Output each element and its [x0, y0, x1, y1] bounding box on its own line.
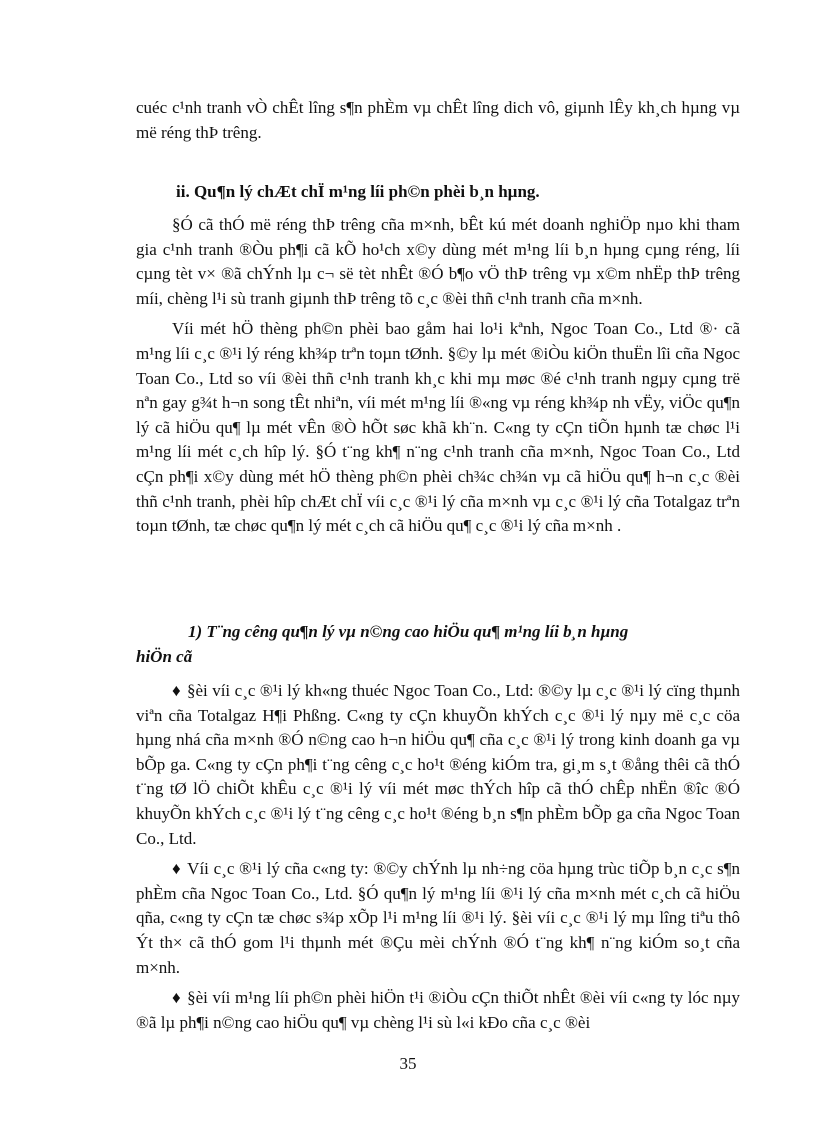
paragraph-external-agents: [136, 679, 740, 851]
subsection-heading-1: [136, 620, 740, 669]
intro-paragraph-block: [136, 96, 740, 145]
subsection-1-body: [136, 679, 740, 1035]
diamond-bullet-icon: ♦: [172, 859, 182, 879]
section-ii-body: [136, 213, 740, 539]
paragraph-distribution-system: Víi mét hÖ thèng ph©n phèi bao gåm hai lo¹i kªnh, Ngoc Toan Co., Ltd ®· cã m¹ng líi c¸c ®¹i lý réng kh¾p trªn toµn tØnh. §©y lµ mét ®iÒu kiÖn thuËn lîi cña Ngoc Toan Co., Ltd so víi ®èi thñ c¹nh tranh kh¸c khi mµ møc ®é c¹nh tranh ngµy cµng trë nªn gay g¾t h¬n song tÊt nhiªn, víi mét m¹ng líi ®«ng vµ réng kh¾p nh vËy, viÖc qu¶n lý cã hiÖu qu¶ lµ mét vÊn ®Ò hÕt søc khã kh¨n. C«ng ty cÇn tiÕn hµnh tæ chøc l¹i m¹ng líi mét c¸ch hîp lý. §Ó t¨ng kh¶ n¨ng c¹nh tranh cña m×nh, Ngoc Toan Co., Ltd cÇn ph¶i x©y dùng mét hÖ thèng ph©n phèi ch¾c ch¾n vµ cã hiÖu qu¶ h¬n c¸c ®èi thñ c¹nh tranh, phèi hîp chÆt chÏ víi c¸c ®¹i lý cña m×nh vµ c¸c ®¹i lý cña Totalgaz trªn toµn tØnh, tæ chøc qu¶n lý mét c¸ch cã hiÖu qu¶ c¸c ®¹i lý cña m×nh .: [136, 319, 740, 536]
paragraph-current-network-text: §èi víi m¹ng líi ph©n phèi hiÖn t¹i ®iÒu cÇn thiÕt nhÊt ®èi víi c«ng ty lóc nµy ®ã lµ ph¶i n©ng cao hiÖu qu¶ vµ chèng l¹i sù l«i kÐo cña c¸c ®èi: [136, 988, 740, 1032]
paragraph-company-agents-text: Víi c¸c ®¹i lý cña c«ng ty: ®©y chÝnh lµ nh÷ng cöa hµng trùc tiÕp b¸n c¸c s¶n phÈm cña Ngoc Toan Co., Ltd. §Ó qu¶n lý m¹ng líi ®¹i lý cña m×nh mét c¸ch cã hiÖu qña, c«ng ty cÇn tæ chøc s¾p xÕp l¹i m¹ng líi ®¹i lý. §èi víi c¸c ®¹i lý mµ lîng tiªu thô Ýt th× cã thÓ gom l¹i thµnh mét ®Çu mèi chÝnh ®Ó t¨ng kh¶ n¨ng kiÓm so¸t cña m×nh.: [136, 859, 740, 977]
intro-paragraph: cuéc c¹nh tranh vÒ chÊt lîng s¶n phÈm vµ chÊt lîng dich vô, giµnh lÊy kh¸ch hµng vµ më réng thÞ trêng.: [136, 98, 740, 142]
page-number: 35: [399, 1054, 417, 1073]
section-heading-ii: ii. Qu¶n lý chÆt chÏ m¹ng líi ph©n phèi b¸n hµng.: [176, 182, 540, 201]
subsection-heading-1-line2: hiÖn cã: [136, 646, 193, 666]
subsection-heading-1-line1: 1) T¨ng cêng qu¶n lý vµ n©ng cao hiÖu qu¶ m¹ng líi b¸n hµng: [188, 622, 629, 641]
diamond-bullet-icon: ♦: [172, 681, 181, 700]
diamond-bullet-icon: ♦: [172, 988, 182, 1008]
paragraph-current-network: [136, 986, 740, 1035]
paragraph-company-agents: [136, 857, 740, 980]
paragraph-external-agents-text: §èi víi c¸c ®¹i lý kh«ng thuéc Ngoc Toan Co., Ltd: ®©y lµ c¸c ®¹i lý cïng thµnh viªn cña Totalgaz H¶i Phßng. C«ng ty cÇn khuyÕn khÝch c¸c ®¹i lý nµy më c¸c cöa hµng nhá cña m×nh ®Ó n©ng cao h¬n hiÖu qu¶ cña c¸c ®¹i lý trong kinh doanh ga vµ bÕp ga. C«ng ty cÇn ph¶i t¨ng cêng c¸c ho¹t ®éng kiÓm tra, gi¸m s¸t ®ång thêi cã thÓ t¨ng tØ lÖ chiÕt khÊu c¸c ®¹i lý víi mét møc thÝch hîp cã thÓ chÊp nhËn ®îc ®Ó khuyÕn khÝch c¸c ®¹i lý t¨ng cêng c¸c ho¹t ®éng b¸n s¶n phÈm bÕp ga cña Ngoc Toan Co., Ltd.: [136, 681, 740, 848]
paragraph-market-expansion: §Ó cã thÓ më réng thÞ trêng cña m×nh, bÊt kú mét doanh nghiÖp nµo khi tham gia c¹nh tranh ®Òu ph¶i cã kÕ ho¹ch x©y dùng mét m¹ng líi b¸n hµng cµng réng, líi cµng tèt v× ®ã chÝnh lµ c¬ së tèt nhÊt ®Ó b¶o vÖ thÞ trêng vµ x©m nhËp thÞ trêng míi, chèng l¹i sù tranh giµnh thÞ trêng tõ c¸c ®èi thñ c¹nh tranh cña m×nh.: [136, 215, 740, 308]
